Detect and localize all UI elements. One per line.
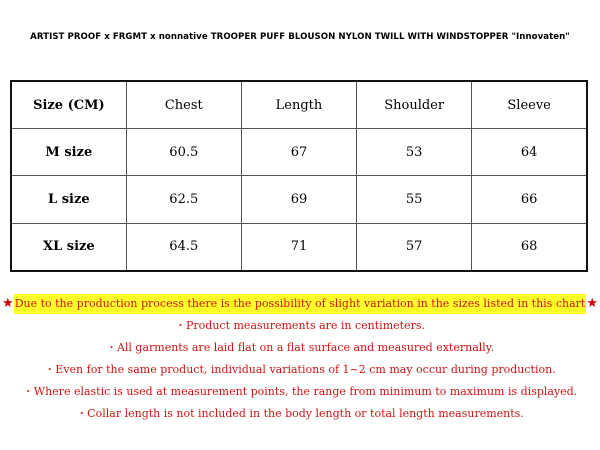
header-size: Size (CM) <box>11 81 126 129</box>
highlighted-warning-text: Due to the production process there is the possibility of slight variation in the sizes listed in this chart <box>14 294 586 314</box>
cell-length: 69 <box>241 176 356 223</box>
note-measured-flat: ・All garments are laid flat on a flat surface and measured externally. <box>105 341 495 354</box>
header-shoulder: Shoulder <box>357 81 472 129</box>
star-icon: ★ <box>2 296 14 311</box>
header-chest: Chest <box>126 81 241 129</box>
table-header-row <box>11 81 587 129</box>
note-elastic-range: ・Where elastic is used at measurement points, the range from minimum to maximum is displayed. <box>22 385 578 398</box>
row-size-label: XL size <box>11 223 126 271</box>
header-length: Length <box>241 81 356 129</box>
cell-chest: 64.5 <box>126 223 241 271</box>
header-sleeve: Sleeve <box>472 81 587 129</box>
star-icon: ★ <box>586 296 598 311</box>
size-notes <box>0 293 600 425</box>
cell-shoulder: 55 <box>357 176 472 223</box>
size-chart-table <box>10 80 588 272</box>
table-row <box>11 129 587 176</box>
row-size-label: M size <box>11 129 126 176</box>
note-measurement-unit: ・Product measurements are in centimeters. <box>175 319 425 332</box>
table-row <box>11 176 587 223</box>
cell-sleeve: 68 <box>472 223 587 271</box>
product-title: ARTIST PROOF x FRGMT x nonnative TROOPER PUFF BLOUSON NYLON TWILL WITH WINDSTOPPER "Innovaten" <box>30 32 570 42</box>
cell-length: 71 <box>241 223 356 271</box>
cell-length: 67 <box>241 129 356 176</box>
note-individual-variation: ・Even for the same product, individual variations of 1~2 cm may occur during production. <box>44 363 556 376</box>
cell-chest: 62.5 <box>126 176 241 223</box>
cell-sleeve: 66 <box>472 176 587 223</box>
table-row <box>11 223 587 271</box>
cell-chest: 60.5 <box>126 129 241 176</box>
note-collar-length: ・Collar length is not included in the body length or total length measurements. <box>76 407 524 420</box>
cell-sleeve: 64 <box>472 129 587 176</box>
cell-shoulder: 57 <box>357 223 472 271</box>
cell-shoulder: 53 <box>357 129 472 176</box>
row-size-label: L size <box>11 176 126 223</box>
variation-warning <box>0 293 600 315</box>
